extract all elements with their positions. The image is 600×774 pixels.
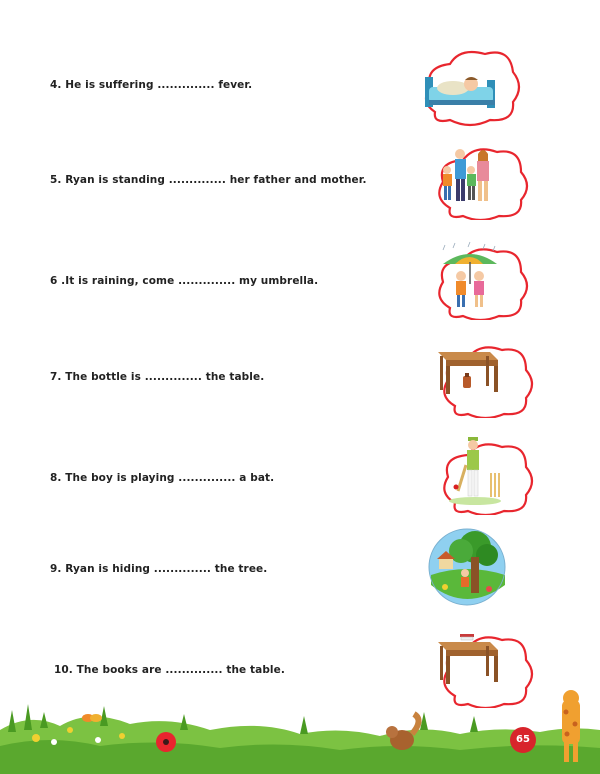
family-illustration <box>425 140 530 220</box>
question-10: 10. The books are .............. the table. <box>54 664 285 676</box>
question-7: 7. The bottle is .............. the table. <box>50 371 265 383</box>
question-8: 8. The boy is playing .............. a bat. <box>50 472 275 484</box>
question-5: 5. Ryan is standing .............. her father and mother. <box>50 174 367 186</box>
question-4: 4. He is suffering .............. fever. <box>50 79 253 91</box>
grass-footer-decoration <box>0 690 600 774</box>
question-6: 6 .It is raining, come .............. my umbrella. <box>50 275 319 287</box>
page-number-badge: 65 <box>510 727 536 753</box>
question-9: 9. Ryan is hiding .............. the tree. <box>50 563 268 575</box>
cricket-boy-illustration <box>430 435 535 515</box>
tree-scene-illustration <box>425 525 530 610</box>
sick-boy-illustration <box>415 42 525 127</box>
umbrella-illustration <box>425 240 530 320</box>
bottle-table-illustration <box>430 338 535 418</box>
